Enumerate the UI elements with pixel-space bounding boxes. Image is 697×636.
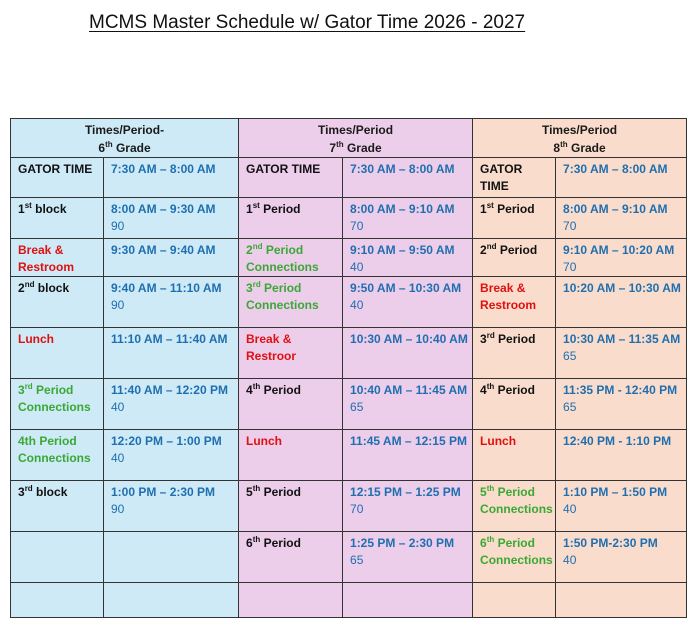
time-range: 10:40 AM – 11:45 AM bbox=[350, 383, 468, 397]
schedule-row bbox=[11, 481, 687, 532]
time-range: 9:50 AM – 10:30 AM bbox=[350, 281, 462, 295]
g7-period-cell: 4th Period bbox=[239, 379, 343, 430]
time-range: 12:40 PM - 1:10 PM bbox=[563, 434, 672, 448]
duration-minutes: 40 bbox=[350, 298, 364, 312]
duration-minutes: 90 bbox=[111, 298, 125, 312]
g7-period-cell bbox=[239, 583, 343, 618]
header-row bbox=[11, 119, 687, 158]
schedule-row bbox=[11, 583, 687, 618]
g7-time-cell bbox=[343, 430, 473, 481]
duration-minutes: 40 bbox=[111, 451, 125, 465]
schedule-row bbox=[11, 532, 687, 583]
duration-minutes: 70 bbox=[563, 219, 577, 233]
time-range: 7:30 AM – 8:00 AM bbox=[350, 162, 455, 176]
g8-time-cell bbox=[556, 239, 687, 277]
duration-minutes: 90 bbox=[111, 219, 125, 233]
g8-time-cell bbox=[556, 328, 687, 379]
schedule-title: MCMS Master Schedule w/ Gator Time 2026 - 2027 bbox=[89, 12, 526, 33]
g8-period-cell: 5th Period Connections bbox=[473, 481, 556, 532]
grade-8-header-title: Times/Period bbox=[541, 123, 618, 137]
g7-period-cell: 5th Period bbox=[239, 481, 343, 532]
g6-time-cell bbox=[104, 158, 239, 198]
duration-minutes: 70 bbox=[350, 502, 364, 516]
time-range: 11:35 PM - 12:40 PM bbox=[563, 383, 678, 397]
schedule-row bbox=[11, 430, 687, 481]
duration-minutes: 65 bbox=[563, 349, 577, 363]
g6-time-cell bbox=[104, 198, 239, 239]
g7-period-cell: GATOR TIME bbox=[239, 158, 343, 198]
g7-time-cell bbox=[343, 239, 473, 277]
g7-period-cell: 2nd Period Connections bbox=[239, 239, 343, 277]
g8-period-cell: 1st Period bbox=[473, 198, 556, 239]
g6-period-cell: 4th Period Connections bbox=[11, 430, 104, 481]
time-range: 1:50 PM-2:30 PM bbox=[563, 536, 658, 550]
g7-period-cell: 1st Period bbox=[239, 198, 343, 239]
schedule-row bbox=[11, 239, 687, 277]
time-range: 1:25 PM – 2:30 PM bbox=[350, 536, 455, 550]
schedule-row bbox=[11, 379, 687, 430]
time-range: 11:40 AM – 12:20 PM bbox=[111, 383, 228, 397]
g8-time-cell bbox=[556, 532, 687, 583]
grade-6-header-title: Times/Period- bbox=[84, 123, 165, 137]
g6-period-cell: 1st block bbox=[11, 198, 104, 239]
time-range: 7:30 AM – 8:00 AM bbox=[111, 162, 216, 176]
time-range: 10:30 AM – 10:40 AM bbox=[350, 332, 468, 346]
duration-minutes: 70 bbox=[563, 260, 577, 274]
schedule-row bbox=[11, 198, 687, 239]
g6-time-cell bbox=[104, 583, 239, 618]
duration-minutes: 65 bbox=[563, 400, 577, 414]
time-range: 12:20 PM – 1:00 PM bbox=[111, 434, 222, 448]
g6-period-cell: GATOR TIME bbox=[11, 158, 104, 198]
schedule-row bbox=[11, 277, 687, 328]
g8-period-cell: Break & Restroom bbox=[473, 277, 556, 328]
g7-time-cell bbox=[343, 277, 473, 328]
time-range: 10:30 AM – 11:35 AM bbox=[563, 332, 681, 346]
g8-period-cell: 4th Period bbox=[473, 379, 556, 430]
g6-period-cell: Break & Restroom bbox=[11, 239, 104, 277]
time-range: 10:20 AM – 10:30 AM bbox=[563, 281, 681, 295]
time-range: 9:30 AM – 9:40 AM bbox=[111, 243, 216, 257]
g6-time-cell bbox=[104, 481, 239, 532]
grade-8-header-grade: 8th Grade bbox=[553, 140, 606, 155]
grade-8-header bbox=[473, 119, 687, 158]
grade-7-header-title: Times/Period bbox=[317, 123, 394, 137]
g7-time-cell bbox=[343, 198, 473, 239]
g8-time-cell bbox=[556, 198, 687, 239]
grade-7-header bbox=[239, 119, 473, 158]
time-range: 9:10 AM – 9:50 AM bbox=[350, 243, 455, 257]
time-range: 8:00 AM – 9:30 AM bbox=[111, 202, 216, 216]
schedule-row bbox=[11, 328, 687, 379]
g6-time-cell bbox=[104, 277, 239, 328]
g6-time-cell bbox=[104, 328, 239, 379]
grade-6-header bbox=[11, 119, 239, 158]
g7-time-cell bbox=[343, 532, 473, 583]
duration-minutes: 40 bbox=[350, 260, 364, 274]
g6-period-cell bbox=[11, 532, 104, 583]
g8-time-cell bbox=[556, 277, 687, 328]
g6-time-cell bbox=[104, 532, 239, 583]
g7-time-cell bbox=[343, 379, 473, 430]
g8-time-cell bbox=[556, 481, 687, 532]
g6-period-cell: 2nd block bbox=[11, 277, 104, 328]
duration-minutes: 65 bbox=[350, 400, 364, 414]
g6-time-cell bbox=[104, 379, 239, 430]
g7-period-cell: Break & Restroor bbox=[239, 328, 343, 379]
g7-period-cell: 6th Period bbox=[239, 532, 343, 583]
time-range: 1:10 PM – 1:50 PM bbox=[563, 485, 668, 499]
g6-time-cell bbox=[104, 239, 239, 277]
time-range: 1:00 PM – 2:30 PM bbox=[111, 485, 216, 499]
g8-period-cell: GATOR TIME bbox=[473, 158, 556, 198]
time-range: 9:40 AM – 11:10 AM bbox=[111, 281, 222, 295]
grade-6-header-grade: 6th Grade bbox=[98, 140, 151, 155]
g8-time-cell bbox=[556, 379, 687, 430]
time-range: 9:10 AM – 10:20 AM bbox=[563, 243, 675, 257]
g7-period-cell: 3rd Period Connections bbox=[239, 277, 343, 328]
time-range: 12:15 PM – 1:25 PM bbox=[350, 485, 461, 499]
master-schedule-table bbox=[10, 118, 687, 618]
duration-minutes: 70 bbox=[350, 219, 364, 233]
g7-period-cell: Lunch bbox=[239, 430, 343, 481]
time-range: 7:30 AM – 8:00 AM bbox=[563, 162, 668, 176]
time-range: 8:00 AM – 9:10 AM bbox=[350, 202, 455, 216]
duration-minutes: 40 bbox=[563, 502, 577, 516]
g8-period-cell: 3rd Period bbox=[473, 328, 556, 379]
time-range: 8:00 AM – 9:10 AM bbox=[563, 202, 668, 216]
duration-minutes: 90 bbox=[111, 502, 125, 516]
g6-time-cell bbox=[104, 430, 239, 481]
g7-time-cell bbox=[343, 328, 473, 379]
g7-time-cell bbox=[343, 158, 473, 198]
g8-period-cell: 2nd Period bbox=[473, 239, 556, 277]
g7-time-cell bbox=[343, 583, 473, 618]
g8-time-cell bbox=[556, 583, 687, 618]
g6-period-cell: 3rd Period Connections bbox=[11, 379, 104, 430]
g8-period-cell bbox=[473, 583, 556, 618]
schedule-row bbox=[11, 158, 687, 198]
g8-time-cell bbox=[556, 430, 687, 481]
grade-7-header-grade: 7th Grade bbox=[329, 140, 382, 155]
g8-time-cell bbox=[556, 158, 687, 198]
g6-period-cell: Lunch bbox=[11, 328, 104, 379]
g8-period-cell: Lunch bbox=[473, 430, 556, 481]
time-range: 11:10 AM – 11:40 AM bbox=[111, 332, 228, 346]
duration-minutes: 65 bbox=[350, 553, 364, 567]
g8-period-cell: 6th Period Connections bbox=[473, 532, 556, 583]
duration-minutes: 40 bbox=[563, 553, 577, 567]
g6-period-cell: 3rd block bbox=[11, 481, 104, 532]
g7-time-cell bbox=[343, 481, 473, 532]
time-range: 11:45 AM – 12:15 PM bbox=[350, 434, 467, 448]
duration-minutes: 40 bbox=[111, 400, 125, 414]
g6-period-cell bbox=[11, 583, 104, 618]
